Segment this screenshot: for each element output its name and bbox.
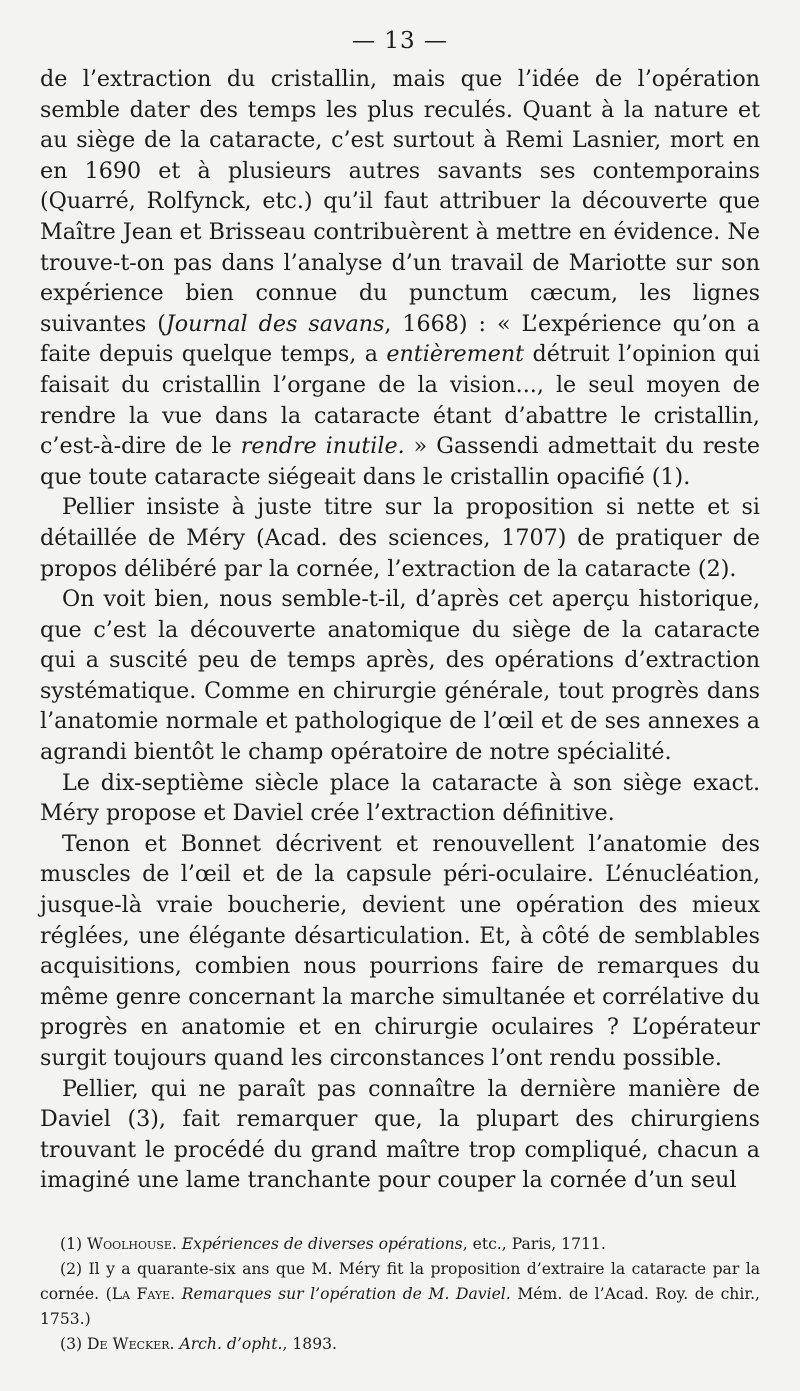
footnotes: [40, 1232, 760, 1357]
text-run: Mém. de l’Acad. Roy. de chir., 1753.): [40, 1284, 760, 1328]
footnote: [40, 1332, 760, 1357]
italic-text: entièrement: [386, 341, 525, 368]
text-run: (3): [60, 1334, 88, 1353]
text-run: .: [169, 1334, 180, 1353]
text-run: Le dix-septième siècle place la cataracte à son siège exact. Méry propose et Daviel crée l’extraction définitive.: [40, 769, 760, 827]
paragraph: [40, 1074, 760, 1196]
paragraph: [40, 829, 760, 1074]
text-run: , etc., Paris, 1711.: [462, 1234, 606, 1253]
text-run: .: [170, 1284, 182, 1303]
text-run: Pellier, qui ne paraît pas connaître la dernière manière de Daviel (3), fait remarquer que, la plupart des chirurgiens trouvant le procédé du grand maître trop compliqué, chacun a imaginé une lame tranchante pour couper la cornée d’un seul: [40, 1075, 760, 1194]
text-run: (1): [60, 1234, 88, 1253]
body-text: [40, 64, 760, 1196]
text-run: de l’extraction du cristallin, mais que l’idée de l’opération semble dater des temps les plus reculés. Quant à la nature et au siège de la cataracte, c’est surtout à Remi Lasnier, mort en en 1690 et à plusieurs autres savants ses contemporains (Quarré, Rolfynck, etc.) qu’il faut attribuer la découverte que Maître Jean et Brisseau contribuèrent à mettre en évidence. Ne trouve-t-on pas dans l’analyse d’un travail de Mariotte sur son expérience bien connue du punctum cæcum, les lignes suivantes (: [40, 66, 760, 337]
text-run: , 1668) : « L’expérience qu’on a faite depuis quelque temps, a: [40, 310, 760, 368]
paragraph: [40, 492, 760, 584]
paragraph: [40, 768, 760, 829]
text-run: Pellier insiste à juste titre sur la proposition si nette et si détaillée de Méry (Acad. des sciences, 1707) de pratiquer de propos délibéré par la cornée, l’extraction de la cataracte (2).: [40, 494, 760, 582]
text-run: On voit bien, nous semble-t-il, d’après cet aperçu historique, que c’est la découverte anatomique du siège de la cataracte qui a suscité peu de temps après, des opérations d’extraction systématique. Comme en chirurgie générale, tout progrès dans l’anatomie normale et pathologique de l’œil et de ses annexes a agrandi bientôt le champ opératoire de notre spécialité.: [40, 586, 760, 766]
italic-text: rendre inutile.: [240, 433, 405, 460]
italic-text: Expériences de diverses opérations: [181, 1234, 463, 1253]
text-run: (2) Il y a quarante-six ans que M. Méry fit la proposition d’extraire la cataracte par la cornée. (: [40, 1259, 760, 1303]
paragraph: [40, 64, 760, 492]
text-run: détruit l’opinion qui faisait du cristallin l’organe de la vision..., le seul moyen de rendre la vue dans la cataracte étant d’abattre le cristallin, c’est-à-dire de le: [40, 341, 760, 460]
page-number: — 13 —: [352, 28, 448, 54]
footnote: [40, 1232, 760, 1257]
footnote: [40, 1257, 760, 1332]
text-run: .: [171, 1234, 182, 1253]
author-name: La Faye: [111, 1284, 171, 1303]
italic-text: Remarques sur l’opération de M. Daviel.: [181, 1284, 511, 1303]
author-name: Woolhouse: [87, 1234, 172, 1253]
italic-text: Journal des savans: [165, 310, 385, 337]
text-run: » Gassendi admettait du reste que toute cataracte siégeait dans le cristallin opacifié (1).: [40, 433, 760, 490]
paragraph: [40, 584, 760, 768]
italic-text: Arch. d’opht.: [179, 1334, 283, 1353]
author-name: De Wecker: [87, 1334, 170, 1353]
text-run: , 1893.: [282, 1334, 338, 1353]
text-run: Tenon et Bonnet décrivent et renouvellent l’anatomie des muscles de l’œil et de la capsule péri-oculaire. L’énucléation, jusque-là vraie boucherie, devient une opération des mieux réglées, une élégante désarticulation. Et, à côté de semblables acquisitions, combien nous pourrions faire de remarques du même genre concernant la marche simultanée et corrélative du progrès en anatomie et en chirurgie oculaires ? L’opérateur surgit toujours quand les circonstances l’ont rendu possible.: [40, 830, 760, 1071]
